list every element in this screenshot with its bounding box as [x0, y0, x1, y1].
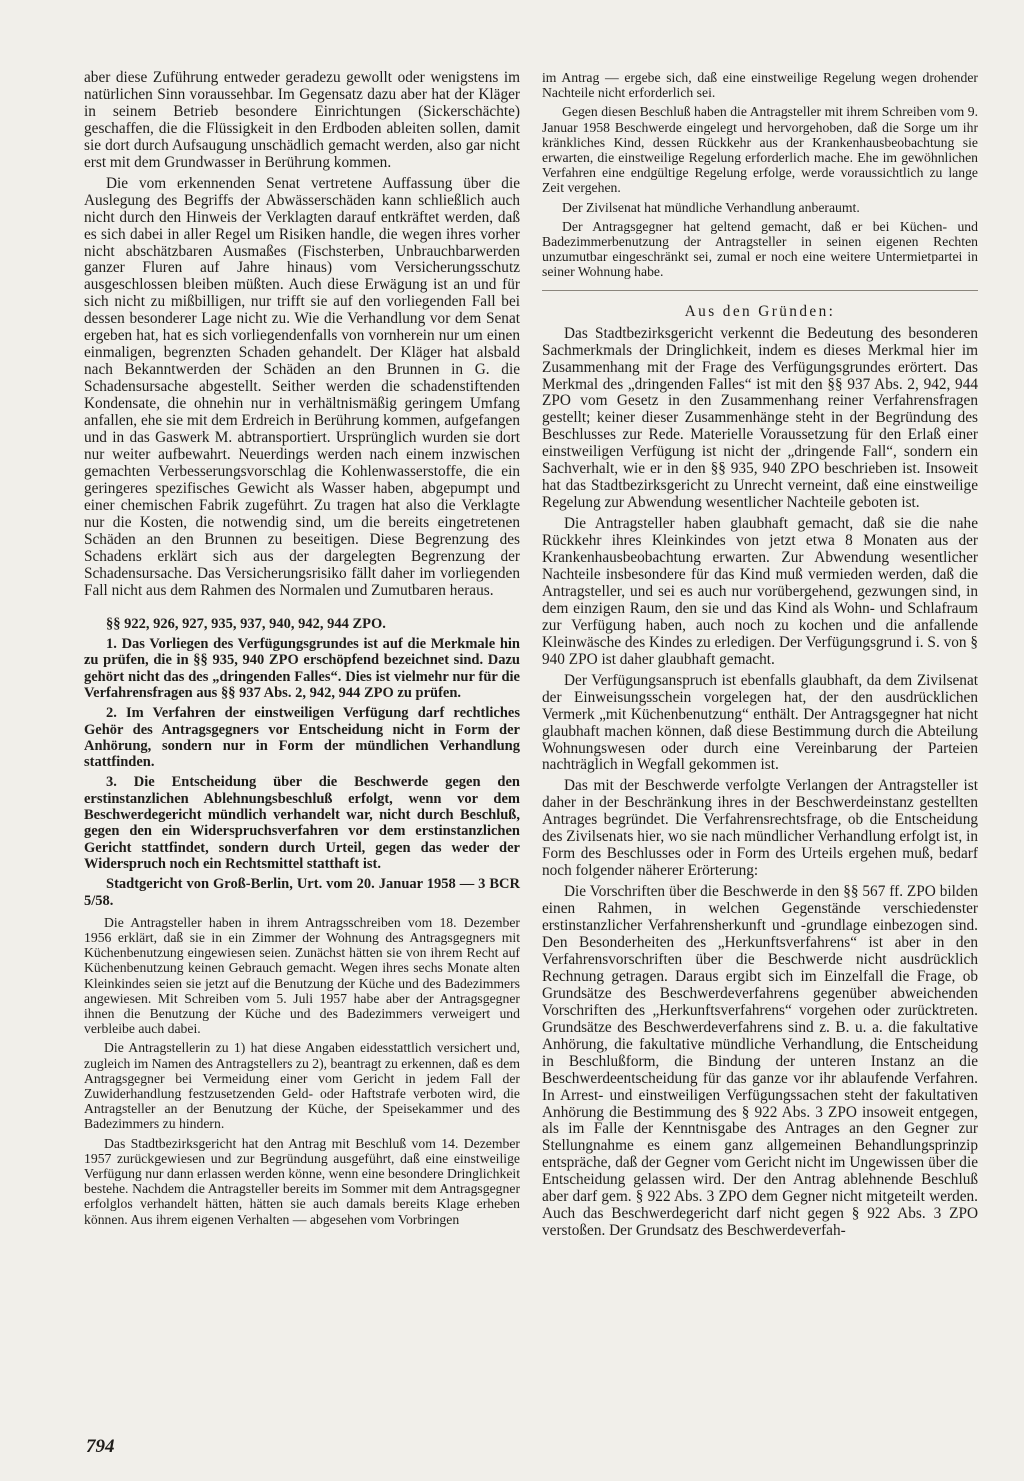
facts-paragraph: Gegen diesen Beschluß haben die Antragsteller mit ihrem Schreiben vom 9. Januar 1958 Beschwerde eingelegt und hervorgehoben, daß die Sorge um ihr kränkliches Kind, dessen Rückkehr aus der Krankenhausbeobachtung sie erwarten, die einstweilige Regelung erforderlich mache. Ehe im gewöhnlichen Verfahren eine endgültige Regelung erfolge, werde voraussichtlich zu lange Zeit vergehen. [542, 104, 978, 196]
page-number: 794 [86, 1436, 115, 1457]
reasons-paragraph: Die Vorschriften über die Beschwerde in den §§ 567 ff. ZPO bilden einen Rahmen, in welchen Gegenstände verschiedenster erstinstanzlicher Verfahrensherkunft und -grundlage einbezogen sind. Den Besonderheiten des „Herkunftsverfahrens“ ist aber in den Verfahrensvorschriften über die Beschwerde nicht ausdrücklich Rechnung getragen. Daraus ergibt sich im Einzelfall die Frage, ob Grundsätze des Beschwerdeverfahrens gegenüber abweichenden Vorschriften des „Herkunftsverfahrens“ vorgehen oder zurücktreten. Grundsätze des Beschwerdeverfahrens sind z. B. u. a. die fakultative Anhörung, die fakultative mündliche Verhandlung, die Entscheidung in Beschlußform, die Bindung der unteren Instanz an die Beschwerdeentscheidung für das ganze vor ihr ablaufende Verfahren. In Arrest- und einstweiligen Verfügungssachen steht der fakultativen Anhörung die Bestimmung des § 922 Abs. 3 ZPO insoweit entgegen, als im Falle der Kenntnisgabe des Antrages an den Gegner zur Stellungnahme es einem ganz allgemeinen Behandlungsprinzip entspräche, daß der Gegner vom Gericht nicht im Ungewissen über die Entscheidung gelassen wird. Der den Antrag ablehnende Beschluß aber darf gem. § 922 Abs. 3 ZPO dem Gegner nicht mitgeteilt werden. Auch das Beschwerdegericht darf nicht gegen § 922 Abs. 3 ZPO verstoßen. Der Grundsatz des Beschwerdeverfah- [542, 883, 978, 1240]
statute-citation: §§ 922, 926, 927, 935, 937, 940, 942, 944 ZPO. [106, 615, 386, 632]
body-paragraph: Die vom erkennenden Senat vertretene Auffassung über die Auslegung des Begriffs der Abwässerschäden kann schließlich auch nicht durch den Hinweis der Verklagten darauf entkräftet werden, daß es sich dabei in aller Regel um Risiken handle, die wegen ihres vorher nicht abschätzbaren Ausmaßes (Fischsterben, Unbrauchbarwerden ganzer Fluren auf Jahre hinaus) vom Versicherungsschutz ausgeschlossen bleiben müßten. Auch diese Erwägung ist an und für sich nicht zu mißbilligen, nur trifft sie auf den vorliegenden Fall bei dessen besonderer Lage nicht zu. Wie die Verhandlung vor dem Senat ergeben hat, hat es sich vorliegendenfalls von vornherein nur um einen einmaligen, begrenzten Schaden gehandelt. Der Kläger hat alsbald nach Bekanntwerden der Schäden an den Brunnen in G. die Schadensursache abgestellt. Seither werden die schadenstiftenden Kondensate, die ohnehin nur in verhältnismäßig geringem Umfang anfallen, ehe sie mit dem Erdreich in Berührung kommen, aufgefangen und in das Gaswerk M. abtransportiert. Ursprünglich wurden sie dort nur weiter aufbewahrt. Neuerdings werden nach einem inzwischen gemachten Verbesserungsvorschlag die Kohlenwasserstoffe, die ein geringeres spezifisches Gewicht als Wasser haben, abgepumpt und einer chemischen Fabrik zugeführt. Zu tragen hat also die Verklagte nur die Kosten, die notwendig sind, um die bereits eingetretenen Schäden an den Brunnen zu beseitigen. Diese Begrenzung des Schadens erklärt sich aus der dargelegten Begrenzung der Schadensursache. Das Versicherungsrisiko fällt daher im vorliegenden Fall nicht aus dem Rahmen des Normalen und Zumutbaren heraus. [84, 174, 520, 599]
body-paragraph: aber diese Zuführung entweder geradezu gewollt oder wenigstens im natürlichen Sinn voraussehbar. Im Gegensatz dazu aber hat der Kläger in seinem Betrieb besondere Einrichtungen (Sickerschächte) geschaffen, die die Flüssigkeit in den Erdboden ableiten sollen, damit sie dort durch Aufsaugung unschädlich gemacht werden, also gar nicht erst mit dem Grundwasser in Berührung kommen. [84, 69, 520, 171]
headnotes [84, 636, 520, 872]
facts-paragraph: Die Antragstellerin zu 1) hat diese Angaben eidesstattlich versichert und, zugleich im Namen des Antragstellers zu 2), beantragt zu erkennen, daß es dem Antragsgegner bei Vermeidung einer vom Gericht in jedem Fall der Zuwiderhandlung festzusetzenden Geld- oder Haftstrafe verboten wird, die Antragsteller an der Benutzung der Küche, der Speisekammer und des Badezimmers zu hindern. [84, 1040, 520, 1132]
headnote: 1. Das Vorliegen des Verfügungsgrundes ist auf die Merkmale hin zu prüfen, die in §§ 935, 940 ZPO erschöpfend bezeichnet sind. Dazu gehört nicht das des „dringenden Falles“. Dies ist vielmehr nur für die Verfahrensfragen aus §§ 937 Abs. 2, 942, 944 ZPO zu prüfen. [84, 636, 520, 701]
reasons-paragraph: Der Verfügungsanspruch ist ebenfalls glaubhaft, da dem Zivilsenat der Einweisungsschein vorgelegen hat, der den ausdrücklichen Vermerk „mit Küchenbenutzung“ enthält. Der Antragsgegner hat nicht glaubhaft machen können, daß diese Bestimmung durch die Abteilung Wohnungswesen oder durch eine Vereinbarung der Parteien nachträglich in Wegfall gekommen ist. [542, 671, 978, 774]
right-column [542, 70, 978, 1244]
facts-paragraph: Das Stadtbezirksgericht hat den Antrag mit Beschluß vom 14. Dezember 1957 zurückgewiesen und zur Begründung ausgeführt, daß eine einstweilige Verfügung nur dann erlassen werden könne, wenn eine besondere Dringlichkeit bestehe. Nachdem die Antragsteller bereits im Sommer mit dem Antragsgegner erfolglos verhandelt hätten, hätten sie auch damals bereits Klage erheben können. Aus ihrem eigenen Verhalten — abgesehen vom Vorbringen [84, 1135, 520, 1227]
reasons-paragraph: Das Stadtbezirksgericht verkennt die Bedeutung des besonderen Sachmerkmals der Dringlichkeit, indem es dieses Merkmal hier im Zusammenhang mit der Frage des Verfügungsgrundes erörtert. Das Merkmal des „dringenden Falles“ ist mit den §§ 937 Abs. 2, 942, 944 ZPO vom Gesetz in den Zusammenhang reiner Verfahrensfragen gestellt; keiner dieser Zusammenhänge steht in der Begründung des Beschlusses zur Rede. Materielle Voraussetzung für den Erlaß einer einstweiligen Verfügung ist nicht der „dringende Fall“, sondern ein Sachverhalt, wie er in den §§ 935, 940 ZPO beschrieben ist. Insoweit hat das Stadtbezirksgericht zu Unrecht verneint, daß eine einstweilige Regelung zur Abwendung wesentlicher Nachteile geboten ist. [542, 324, 978, 512]
facts-paragraph: im Antrag — ergebe sich, daß eine einstweilige Regelung wegen drohender Nachteile nicht erforderlich sei. [542, 70, 978, 101]
headnote: 2. Im Verfahren der einstweiligen Verfügung darf rechtliches Gehör des Antragsgegners vor Entscheidung nicht in Form der Anhörung, sondern nur in Form der mündlichen Verhandlung stattfinden. [84, 705, 520, 771]
section-divider [542, 290, 978, 291]
facts-paragraph: Der Zivilsenat hat mündliche Verhandlung anberaumt. [562, 199, 860, 215]
left-column [84, 70, 520, 1231]
reasons-paragraph: Das mit der Beschwerde verfolgte Verlangen der Antragsteller ist daher in der Beschränkung ihres in der Beschwerdeinstanz gestellten Antrages begründet. Die Verfahrensrechtsfrage, ob die Entscheidung des Zivilsenats hier, wo sie nach mündlicher Verhandlung erfolgt ist, in Form des Beschlusses oder in Form des Urteils ergehen muß, bedarf noch folgender näherer Erörterung: [542, 777, 978, 880]
facts-paragraph: Die Antragsteller haben in ihrem Antragsschreiben vom 18. Dezember 1956 erklärt, daß sie in ein Zimmer der Wohnung des Antragsgegners mit Küchenbenutzung eingewiesen seien. Zunächst hätten sie von ihrem Recht auf Küchenbenutzung keinen Gebrauch gemacht. Wegen ihres sechs Monate alten Kleinkindes seien sie jetzt auf die Benutzung der Küche und des Badezimmers angewiesen. Mit Schreiben vom 5. Juli 1957 habe aber der Antragsgegner ihnen die Benutzung der Küche und des Badezimmers verweigert und verbleibe auch dabei. [84, 914, 520, 1037]
headnote: 3. Die Entscheidung über die Beschwerde gegen den erstinstanzlichen Ablehnungsbeschluß erfolgt, wenn vor dem Beschwerdegericht mündlich verhandelt war, nicht durch Beschluß, gegen den ein Widerspruchsverfahren vor dem erstinstanzlichen Gericht stattfindet, sondern durch Urteil, gegen das weder der Widerspruch noch ein Rechtsmittel statthaft ist. [84, 774, 520, 872]
reasons-heading: Aus den Gründen: [684, 302, 836, 320]
reasons-paragraph: Die Antragsteller haben glaubhaft gemacht, daß sie die nahe Rückkehr ihres Kleinkindes von jetzt etwa 8 Monaten aus der Krankenhausbeobachtung erwarten. Zur Abwendung wesentlicher Nachteile insbesondere für das Kind muß vermieden werden, daß die Antragsteller, und sei es auch nur vorübergehend, gezwungen sind, in dem einzigen Raum, den sie und das Kind als Wohn- und Schlafraum zur Verfügung haben, auch noch zu kochen und die anfallende Kleinwäsche des Kindes zu erledigen. Der Verfügungsgrund i. S. von § 940 ZPO ist daher glaubhaft gemacht. [542, 515, 979, 668]
facts-paragraph: Der Antragsgegner hat geltend gemacht, daß er bei Küchen- und Badezimmerbenutzung der Antragsteller in seinen eigenen Rechten unzumutbar eingeschränkt sei, zumal er noch eine weitere Untermietpartei in seiner Wohnung habe. [542, 218, 978, 280]
court-reference: Stadtgericht von Groß-Berlin, Urt. vom 20. Januar 1958 — 3 BCR 5/58. [84, 876, 520, 909]
